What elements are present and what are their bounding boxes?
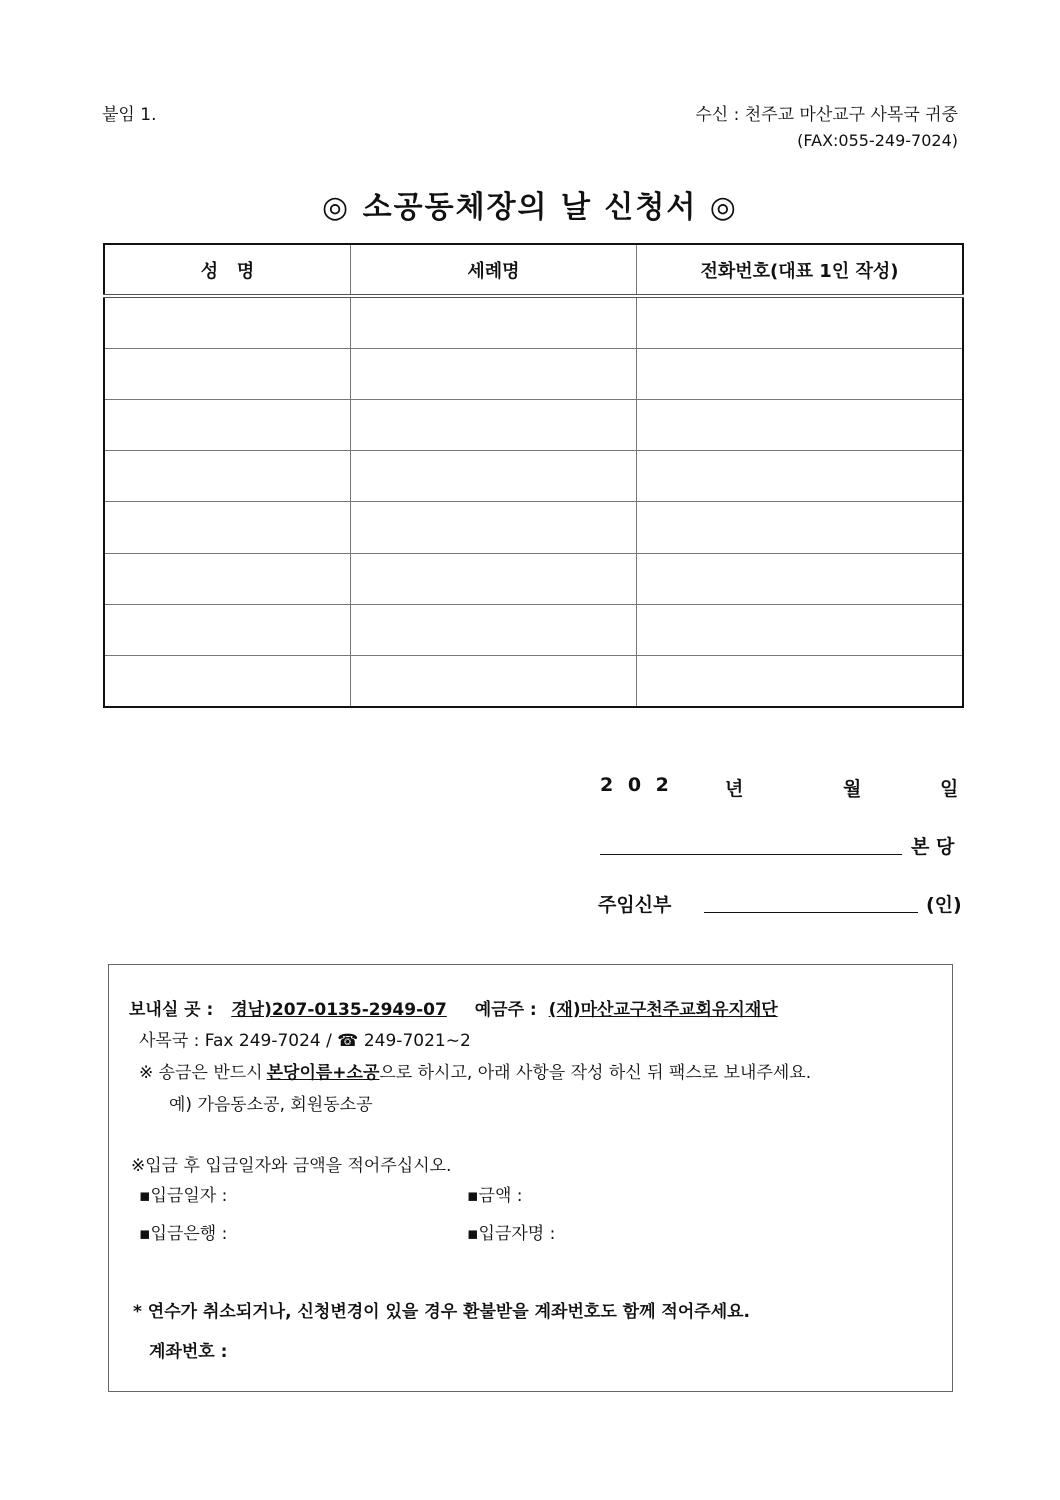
note-emphasis: 본당이름+소공	[266, 1063, 380, 1083]
refund-account-label: 계좌번호 :	[149, 1342, 228, 1362]
table-row	[104, 655, 963, 707]
date-year-label: 년	[725, 778, 744, 800]
baptismal-name-cell[interactable]	[351, 655, 637, 707]
phone-cell[interactable]	[637, 349, 964, 400]
fax-number: (FAX:055-249-7024)	[797, 131, 958, 150]
parish-label: 본 당	[911, 836, 955, 858]
table-row	[104, 400, 963, 451]
table-row	[104, 553, 963, 604]
recipient-line: 수신 : 천주교 마산교구 사목국 귀중	[695, 105, 958, 125]
application-table	[103, 243, 964, 708]
baptismal-name-cell[interactable]	[351, 349, 637, 400]
deposit-instruction: ※입금 후 입금일자와 금액을 적어주십시오.	[131, 1156, 452, 1176]
pastor-signature-line[interactable]	[704, 912, 918, 913]
baptismal-name-cell[interactable]	[351, 296, 637, 349]
attachment-label: 붙임 1.	[102, 105, 157, 125]
table-row	[104, 296, 963, 349]
example-text: 예) 가음동소공, 회원동소공	[169, 1095, 373, 1115]
name-cell[interactable]	[104, 655, 351, 707]
date-year: 2 0 2	[600, 774, 673, 796]
name-cell[interactable]	[104, 400, 351, 451]
table-row	[104, 604, 963, 655]
name-cell[interactable]	[104, 502, 351, 553]
baptismal-name-cell[interactable]	[351, 451, 637, 502]
phone-cell[interactable]	[637, 502, 964, 553]
refund-note: * 연수가 취소되거나, 신청변경이 있을 경우 환불받을 계좌번호도 함께 적어주세요.	[133, 1302, 750, 1322]
table-row	[104, 502, 963, 553]
baptismal-name-cell[interactable]	[351, 604, 637, 655]
name-cell[interactable]	[104, 553, 351, 604]
send-to-label: 보내실 곳 :	[129, 1000, 214, 1020]
name-cell[interactable]	[104, 349, 351, 400]
contact-info: 사목국 : Fax 249-7024 / ☎ 249-7021∼2	[139, 1031, 471, 1051]
phone-cell[interactable]	[637, 604, 964, 655]
phone-cell[interactable]	[637, 296, 964, 349]
depositor-name: (재)마산교구천주교회유지재단	[548, 1000, 778, 1020]
table-row	[104, 451, 963, 502]
name-cell[interactable]	[104, 451, 351, 502]
deposit-date-label: ▪입금일자 :	[139, 1186, 228, 1206]
baptismal-name-cell[interactable]	[351, 502, 637, 553]
phone-cell[interactable]	[637, 655, 964, 707]
phone-cell[interactable]	[637, 400, 964, 451]
baptismal-name-cell[interactable]	[351, 400, 637, 451]
date-day-label: 일	[940, 778, 959, 800]
depositor-name-label: ▪입금자명 :	[467, 1224, 556, 1244]
column-header-name: 성 명	[104, 244, 351, 296]
pastor-label: 주임신부	[598, 894, 672, 916]
phone-cell[interactable]	[637, 451, 964, 502]
name-cell[interactable]	[104, 604, 351, 655]
seal-label: (인)	[926, 894, 962, 916]
depositor-label: 예금주 :	[474, 1000, 537, 1020]
parish-name-line[interactable]	[600, 854, 902, 855]
phone-cell[interactable]	[637, 553, 964, 604]
page-title: ◎ 소공동체장의 날 신청서 ◎	[322, 190, 738, 225]
name-cell[interactable]	[104, 296, 351, 349]
column-header-phone: 전화번호(대표 1인 작성)	[637, 244, 964, 296]
date-month-label: 월	[843, 778, 862, 800]
table-header-row	[104, 244, 963, 296]
bank-label: ▪입금은행 :	[139, 1224, 228, 1244]
payment-info-box	[108, 964, 953, 1392]
note-suffix: 으로 하시고, 아래 사항을 작성 하신 뒤 팩스로 보내주세요.	[379, 1063, 812, 1083]
baptismal-name-cell[interactable]	[351, 553, 637, 604]
column-header-baptismal-name: 세례명	[351, 244, 637, 296]
table-row	[104, 349, 963, 400]
amount-label: ▪금액 :	[467, 1186, 523, 1206]
note-prefix: ※ 송금은 반드시	[139, 1063, 263, 1083]
bank-account: 경남)207-0135-2949-07	[231, 1000, 447, 1020]
